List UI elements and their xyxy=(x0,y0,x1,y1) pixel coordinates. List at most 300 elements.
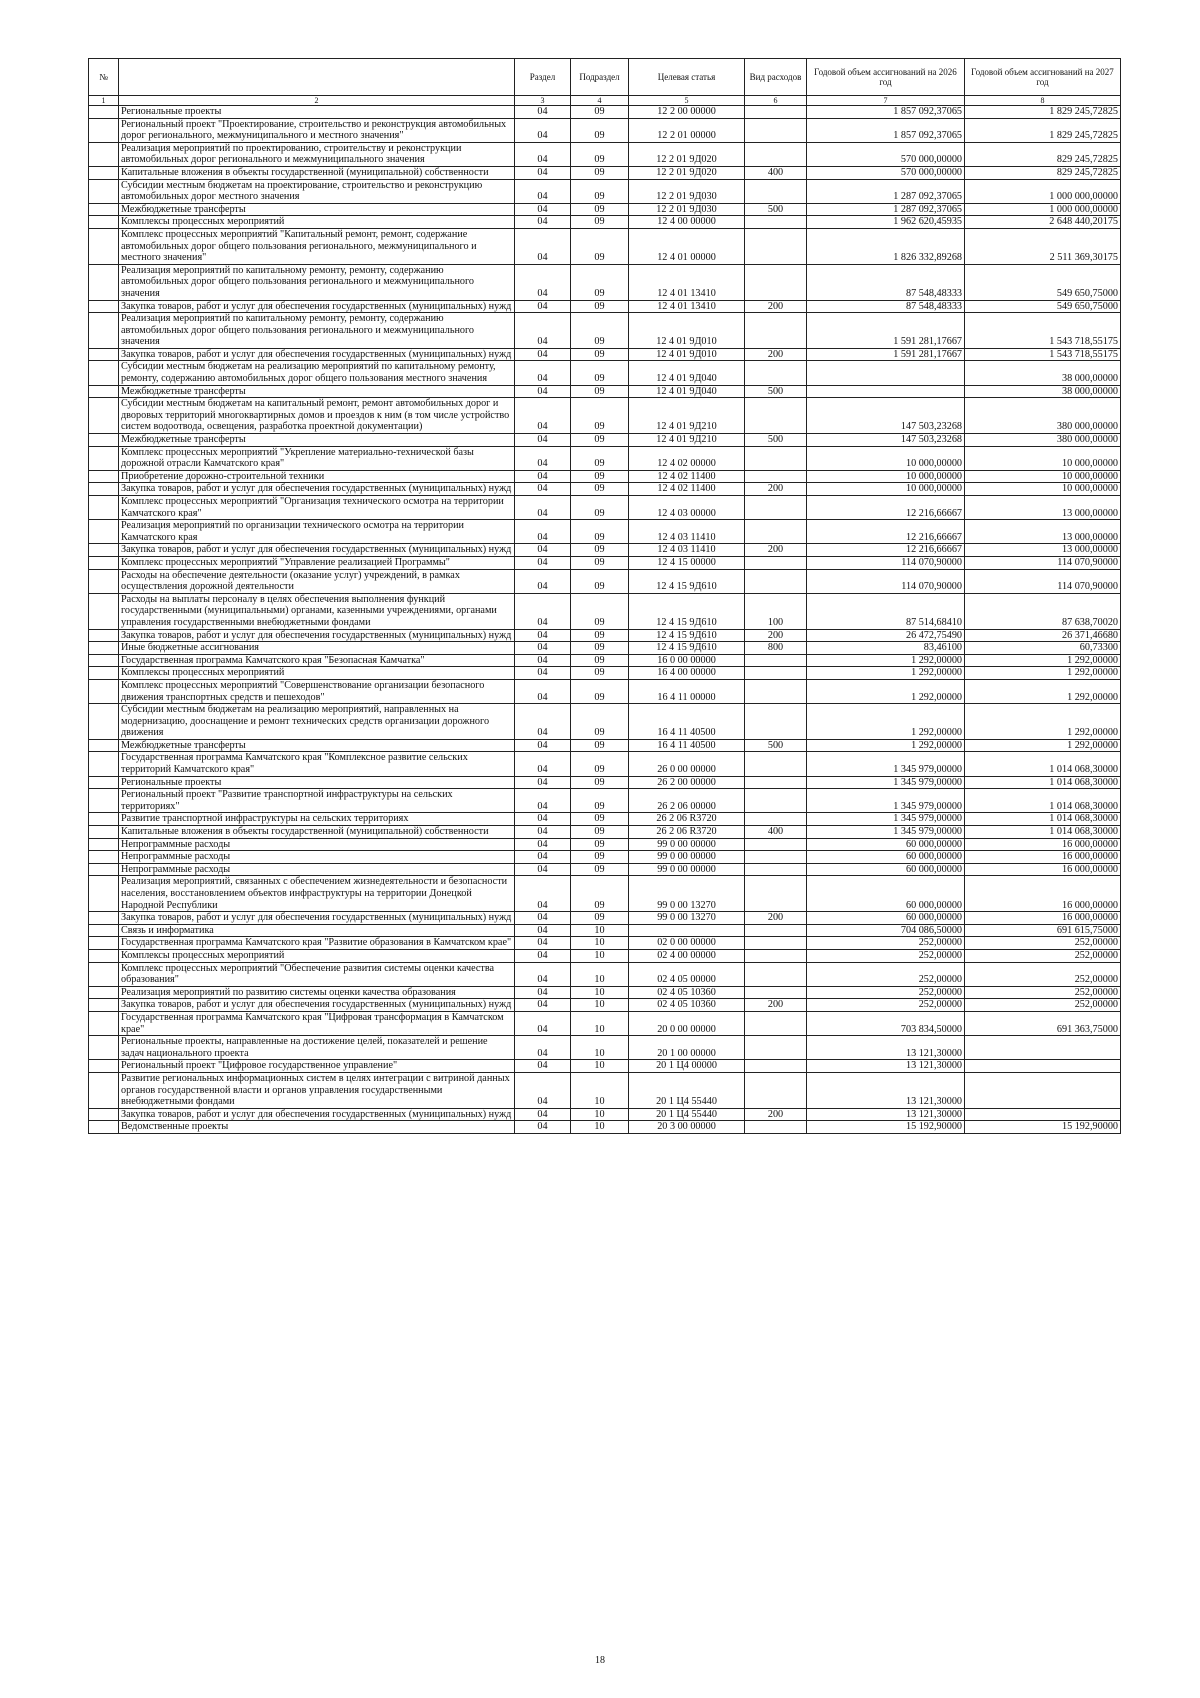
row-amount-2027-cell: 16 000,00000 xyxy=(965,876,1121,912)
row-expense-type-cell xyxy=(745,313,807,349)
row-expense-type-cell xyxy=(745,1036,807,1060)
row-name-cell: Развитие транспортной инфраструктуры на сельских территориях xyxy=(119,813,515,826)
row-target-article-cell: 99 0 00 00000 xyxy=(629,863,745,876)
row-amount-2027-cell: 16 000,00000 xyxy=(965,912,1121,925)
row-name-cell: Региональные проекты, направленные на достижение целей, показателей и решение задач национального проекта xyxy=(119,1036,515,1060)
column-number: 1 xyxy=(89,96,119,106)
row-amount-2027-cell: 1 014 068,30000 xyxy=(965,813,1121,826)
column-number: 5 xyxy=(629,96,745,106)
row-razdel-cell: 04 xyxy=(515,1036,571,1060)
row-number-cell xyxy=(89,544,119,557)
row-amount-2027-cell xyxy=(965,1072,1121,1108)
table-row xyxy=(89,999,1121,1012)
row-expense-type-cell xyxy=(745,398,807,434)
row-amount-2026-cell: 1 857 092,37065 xyxy=(807,118,965,142)
row-podrazdel-cell: 09 xyxy=(571,264,629,300)
row-target-article-cell: 12 4 00 00000 xyxy=(629,216,745,229)
row-podrazdel-cell: 09 xyxy=(571,166,629,179)
row-razdel-cell: 04 xyxy=(515,300,571,313)
row-name-cell: Межбюджетные трансферты xyxy=(119,739,515,752)
row-name-cell: Межбюджетные трансферты xyxy=(119,385,515,398)
row-name-cell: Закупка товаров, работ и услуг для обеспечения государственных (муниципальных) нужд xyxy=(119,544,515,557)
row-expense-type-cell xyxy=(745,752,807,776)
row-amount-2027-cell: 380 000,00000 xyxy=(965,434,1121,447)
row-amount-2026-cell: 252,00000 xyxy=(807,937,965,950)
row-amount-2027-cell: 26 371,46680 xyxy=(965,629,1121,642)
row-target-article-cell: 02 0 00 00000 xyxy=(629,937,745,950)
row-amount-2027-cell: 16 000,00000 xyxy=(965,851,1121,864)
row-amount-2026-cell: 60 000,00000 xyxy=(807,838,965,851)
table-row xyxy=(89,654,1121,667)
row-number-cell xyxy=(89,704,119,740)
row-podrazdel-cell: 09 xyxy=(571,704,629,740)
row-name-cell: Комплексы процессных мероприятий xyxy=(119,216,515,229)
row-podrazdel-cell: 10 xyxy=(571,962,629,986)
row-expense-type-cell xyxy=(745,851,807,864)
row-amount-2027-cell: 252,00000 xyxy=(965,962,1121,986)
row-number-cell xyxy=(89,1036,119,1060)
row-amount-2027-cell: 691 615,75000 xyxy=(965,924,1121,937)
row-podrazdel-cell: 09 xyxy=(571,313,629,349)
row-razdel-cell: 04 xyxy=(515,851,571,864)
row-number-cell xyxy=(89,679,119,703)
table-row xyxy=(89,776,1121,789)
row-name-cell: Реализация мероприятий по проектированию, строительству и реконструкции автомобильных дорог регионального и межмуниципального значения xyxy=(119,142,515,166)
row-target-article-cell: 20 1 00 00000 xyxy=(629,1036,745,1060)
row-expense-type-cell xyxy=(745,496,807,520)
row-number-cell xyxy=(89,300,119,313)
table-row xyxy=(89,434,1121,447)
row-amount-2026-cell: 252,00000 xyxy=(807,962,965,986)
row-target-article-cell: 20 0 00 00000 xyxy=(629,1011,745,1035)
row-expense-type-cell xyxy=(745,520,807,544)
row-name-cell: Реализация мероприятий, связанных с обеспечением жизнедеятельности и безопасности населения, восстановлением объектов инфраструктуры на территории Донецкой Народной Республики xyxy=(119,876,515,912)
row-amount-2026-cell: 1 345 979,00000 xyxy=(807,752,965,776)
header-target-article: Целевая статья xyxy=(629,59,745,96)
row-amount-2026-cell: 87 548,48333 xyxy=(807,300,965,313)
table-row xyxy=(89,106,1121,119)
row-number-cell xyxy=(89,851,119,864)
row-target-article-cell: 12 4 01 9Д010 xyxy=(629,348,745,361)
row-target-article-cell: 12 4 01 9Д040 xyxy=(629,361,745,385)
table-row xyxy=(89,826,1121,839)
row-expense-type-cell xyxy=(745,1072,807,1108)
table-row xyxy=(89,361,1121,385)
table-row xyxy=(89,142,1121,166)
row-name-cell: Закупка товаров, работ и услуг для обеспечения государственных (муниципальных) нужд xyxy=(119,629,515,642)
row-amount-2027-cell: 38 000,00000 xyxy=(965,385,1121,398)
row-number-cell xyxy=(89,593,119,629)
row-amount-2027-cell: 1 292,00000 xyxy=(965,667,1121,680)
row-target-article-cell: 12 4 01 00000 xyxy=(629,228,745,264)
row-number-cell xyxy=(89,496,119,520)
row-target-article-cell: 12 4 01 9Д210 xyxy=(629,398,745,434)
row-expense-type-cell xyxy=(745,106,807,119)
row-podrazdel-cell: 10 xyxy=(571,1036,629,1060)
row-amount-2027-cell: 549 650,75000 xyxy=(965,264,1121,300)
row-target-article-cell: 16 4 11 40500 xyxy=(629,739,745,752)
row-podrazdel-cell: 10 xyxy=(571,924,629,937)
table-body xyxy=(89,106,1121,1134)
row-amount-2027-cell: 13 000,00000 xyxy=(965,544,1121,557)
row-expense-type-cell xyxy=(745,813,807,826)
row-podrazdel-cell: 09 xyxy=(571,385,629,398)
row-target-article-cell: 02 4 00 00000 xyxy=(629,949,745,962)
row-expense-type-cell xyxy=(745,1011,807,1035)
header-number: № xyxy=(89,59,119,96)
row-expense-type-cell xyxy=(745,361,807,385)
row-razdel-cell: 04 xyxy=(515,483,571,496)
row-name-cell: Реализация мероприятий по капитальному ремонту, ремонту, содержанию автомобильных дорог общего пользования регионального и межмуниципального значения xyxy=(119,313,515,349)
row-razdel-cell: 04 xyxy=(515,739,571,752)
row-razdel-cell: 04 xyxy=(515,216,571,229)
row-amount-2027-cell: 1 292,00000 xyxy=(965,739,1121,752)
table-row xyxy=(89,556,1121,569)
row-expense-type-cell xyxy=(745,789,807,813)
row-podrazdel-cell: 09 xyxy=(571,876,629,912)
row-number-cell xyxy=(89,1108,119,1121)
table-row xyxy=(89,679,1121,703)
table-row xyxy=(89,470,1121,483)
row-razdel-cell: 04 xyxy=(515,544,571,557)
row-podrazdel-cell: 09 xyxy=(571,912,629,925)
row-name-cell: Региональный проект "Развитие транспортной инфраструктуры на сельских территориях" xyxy=(119,789,515,813)
row-amount-2026-cell: 12 216,66667 xyxy=(807,496,965,520)
row-amount-2026-cell: 60 000,00000 xyxy=(807,912,965,925)
table-row xyxy=(89,912,1121,925)
row-target-article-cell: 20 1 Ц4 55440 xyxy=(629,1108,745,1121)
row-amount-2026-cell: 60 000,00000 xyxy=(807,863,965,876)
row-podrazdel-cell: 09 xyxy=(571,203,629,216)
row-name-cell: Развитие региональных информационных систем в целях интеграции с витриной данных органов государственной власти и органов управления государственными внебюджетными фондами xyxy=(119,1072,515,1108)
row-amount-2026-cell: 10 000,00000 xyxy=(807,470,965,483)
row-podrazdel-cell: 09 xyxy=(571,679,629,703)
row-number-cell xyxy=(89,667,119,680)
table-row xyxy=(89,228,1121,264)
row-amount-2027-cell: 1 543 718,55175 xyxy=(965,348,1121,361)
row-amount-2026-cell: 1 345 979,00000 xyxy=(807,813,965,826)
row-expense-type-cell: 200 xyxy=(745,999,807,1012)
row-expense-type-cell: 500 xyxy=(745,385,807,398)
row-number-cell xyxy=(89,361,119,385)
row-expense-type-cell: 800 xyxy=(745,642,807,655)
row-podrazdel-cell: 10 xyxy=(571,986,629,999)
row-razdel-cell: 04 xyxy=(515,752,571,776)
row-razdel-cell: 04 xyxy=(515,1108,571,1121)
row-target-article-cell: 12 2 01 9Д020 xyxy=(629,166,745,179)
row-razdel-cell: 04 xyxy=(515,264,571,300)
column-number: 2 xyxy=(119,96,515,106)
table-row xyxy=(89,520,1121,544)
row-amount-2026-cell: 1 345 979,00000 xyxy=(807,789,965,813)
table-row xyxy=(89,1121,1121,1134)
row-name-cell: Межбюджетные трансферты xyxy=(119,203,515,216)
row-razdel-cell: 04 xyxy=(515,704,571,740)
row-number-cell xyxy=(89,949,119,962)
row-amount-2026-cell: 1 287 092,37065 xyxy=(807,203,965,216)
row-expense-type-cell xyxy=(745,216,807,229)
row-amount-2026-cell: 570 000,00000 xyxy=(807,166,965,179)
column-number: 8 xyxy=(965,96,1121,106)
row-amount-2027-cell: 16 000,00000 xyxy=(965,838,1121,851)
row-podrazdel-cell: 10 xyxy=(571,949,629,962)
table-row xyxy=(89,446,1121,470)
row-number-cell xyxy=(89,739,119,752)
row-amount-2026-cell: 570 000,00000 xyxy=(807,142,965,166)
row-razdel-cell: 04 xyxy=(515,924,571,937)
row-amount-2026-cell: 1 292,00000 xyxy=(807,679,965,703)
table-row xyxy=(89,937,1121,950)
row-razdel-cell: 04 xyxy=(515,654,571,667)
row-name-cell: Реализация мероприятий по развитию системы оценки качества образования xyxy=(119,986,515,999)
row-target-article-cell: 12 2 00 00000 xyxy=(629,106,745,119)
row-name-cell: Комплекс процессных мероприятий "Организация технического осмотра на территории Камчатского края" xyxy=(119,496,515,520)
row-razdel-cell: 04 xyxy=(515,986,571,999)
row-expense-type-cell xyxy=(745,264,807,300)
row-name-cell: Региональный проект "Цифровое государственное управление" xyxy=(119,1060,515,1073)
row-number-cell xyxy=(89,385,119,398)
column-number: 3 xyxy=(515,96,571,106)
row-razdel-cell: 04 xyxy=(515,593,571,629)
row-razdel-cell: 04 xyxy=(515,838,571,851)
row-number-cell xyxy=(89,398,119,434)
row-amount-2026-cell: 10 000,00000 xyxy=(807,483,965,496)
row-number-cell xyxy=(89,924,119,937)
row-name-cell: Реализация мероприятий по капитальному ремонту, ремонту, содержанию автомобильных дорог общего пользования регионального и межмуниципального значения xyxy=(119,264,515,300)
row-podrazdel-cell: 09 xyxy=(571,496,629,520)
row-number-cell xyxy=(89,838,119,851)
row-expense-type-cell xyxy=(745,876,807,912)
row-name-cell: Комплекс процессных мероприятий "Укрепление материально-технической базы дорожной отрасли Камчатского края" xyxy=(119,446,515,470)
row-number-cell xyxy=(89,789,119,813)
row-amount-2027-cell: 1 829 245,72825 xyxy=(965,106,1121,119)
row-razdel-cell: 04 xyxy=(515,667,571,680)
row-amount-2026-cell: 60 000,00000 xyxy=(807,851,965,864)
row-target-article-cell: 26 2 06 R3720 xyxy=(629,813,745,826)
row-podrazdel-cell: 09 xyxy=(571,752,629,776)
row-amount-2026-cell: 60 000,00000 xyxy=(807,876,965,912)
row-razdel-cell: 04 xyxy=(515,166,571,179)
row-number-cell xyxy=(89,179,119,203)
row-amount-2027-cell: 829 245,72825 xyxy=(965,166,1121,179)
table-row xyxy=(89,483,1121,496)
row-razdel-cell: 04 xyxy=(515,203,571,216)
row-name-cell: Комплекс процессных мероприятий "Управление реализацией Программы" xyxy=(119,556,515,569)
row-amount-2027-cell: 38 000,00000 xyxy=(965,361,1121,385)
row-amount-2026-cell: 1 962 620,45935 xyxy=(807,216,965,229)
row-target-article-cell: 12 4 03 00000 xyxy=(629,496,745,520)
row-number-cell xyxy=(89,876,119,912)
row-amount-2026-cell: 1 591 281,17667 xyxy=(807,348,965,361)
table-row xyxy=(89,851,1121,864)
row-target-article-cell: 02 4 05 10360 xyxy=(629,986,745,999)
row-expense-type-cell xyxy=(745,118,807,142)
row-amount-2026-cell: 704 086,50000 xyxy=(807,924,965,937)
row-name-cell: Государственная программа Камчатского края "Безопасная Камчатка" xyxy=(119,654,515,667)
table-row xyxy=(89,385,1121,398)
row-amount-2026-cell: 703 834,50000 xyxy=(807,1011,965,1035)
row-name-cell: Закупка товаров, работ и услуг для обеспечения государственных (муниципальных) нужд xyxy=(119,912,515,925)
row-podrazdel-cell: 10 xyxy=(571,1060,629,1073)
row-podrazdel-cell: 09 xyxy=(571,838,629,851)
row-podrazdel-cell: 09 xyxy=(571,434,629,447)
row-razdel-cell: 04 xyxy=(515,629,571,642)
row-expense-type-cell xyxy=(745,704,807,740)
row-target-article-cell: 12 4 01 13410 xyxy=(629,300,745,313)
row-name-cell: Непрограммные расходы xyxy=(119,838,515,851)
row-amount-2027-cell: 10 000,00000 xyxy=(965,446,1121,470)
row-name-cell: Межбюджетные трансферты xyxy=(119,434,515,447)
row-podrazdel-cell: 10 xyxy=(571,937,629,950)
row-amount-2027-cell: 1 014 068,30000 xyxy=(965,776,1121,789)
row-number-cell xyxy=(89,1072,119,1108)
row-razdel-cell: 04 xyxy=(515,228,571,264)
table-row xyxy=(89,1011,1121,1035)
row-name-cell: Закупка товаров, работ и услуг для обеспечения государственных (муниципальных) нужд xyxy=(119,1108,515,1121)
row-target-article-cell: 26 2 06 00000 xyxy=(629,789,745,813)
row-amount-2027-cell: 1 292,00000 xyxy=(965,654,1121,667)
row-number-cell xyxy=(89,826,119,839)
table-row xyxy=(89,924,1121,937)
row-razdel-cell: 04 xyxy=(515,569,571,593)
row-razdel-cell: 04 xyxy=(515,912,571,925)
row-number-cell xyxy=(89,106,119,119)
table-row xyxy=(89,593,1121,629)
table-row xyxy=(89,544,1121,557)
row-name-cell: Приобретение дорожно-строительной техники xyxy=(119,470,515,483)
row-razdel-cell: 04 xyxy=(515,876,571,912)
row-amount-2026-cell: 114 070,90000 xyxy=(807,569,965,593)
row-amount-2026-cell: 10 000,00000 xyxy=(807,446,965,470)
row-razdel-cell: 04 xyxy=(515,776,571,789)
row-name-cell: Комплекс процессных мероприятий "Совершенствование организации безопасного движения транспортных средств и пешеходов" xyxy=(119,679,515,703)
row-target-article-cell: 20 1 Ц4 00000 xyxy=(629,1060,745,1073)
row-amount-2026-cell: 1 292,00000 xyxy=(807,667,965,680)
table-row xyxy=(89,739,1121,752)
row-podrazdel-cell: 09 xyxy=(571,789,629,813)
row-amount-2027-cell: 16 000,00000 xyxy=(965,863,1121,876)
row-target-article-cell: 12 4 01 13410 xyxy=(629,264,745,300)
row-expense-type-cell xyxy=(745,142,807,166)
row-amount-2027-cell: 1 014 068,30000 xyxy=(965,752,1121,776)
header-razdel: Раздел xyxy=(515,59,571,96)
row-amount-2027-cell: 15 192,90000 xyxy=(965,1121,1121,1134)
row-podrazdel-cell: 09 xyxy=(571,556,629,569)
row-podrazdel-cell: 09 xyxy=(571,569,629,593)
row-number-cell xyxy=(89,556,119,569)
row-name-cell: Субсидии местным бюджетам на проектирование, строительство и реконструкцию автомобильных дорог местного значения xyxy=(119,179,515,203)
row-amount-2026-cell: 1 292,00000 xyxy=(807,739,965,752)
table-row xyxy=(89,667,1121,680)
row-amount-2027-cell: 252,00000 xyxy=(965,986,1121,999)
row-razdel-cell: 04 xyxy=(515,179,571,203)
row-name-cell: Капитальные вложения в объекты государственной (муниципальной) собственности xyxy=(119,826,515,839)
table-row xyxy=(89,629,1121,642)
row-name-cell: Непрограммные расходы xyxy=(119,863,515,876)
row-number-cell xyxy=(89,629,119,642)
table-row xyxy=(89,789,1121,813)
row-razdel-cell: 04 xyxy=(515,385,571,398)
row-expense-type-cell xyxy=(745,654,807,667)
table-row xyxy=(89,838,1121,851)
row-podrazdel-cell: 09 xyxy=(571,228,629,264)
row-amount-2027-cell: 829 245,72825 xyxy=(965,142,1121,166)
row-target-article-cell: 12 4 01 9Д010 xyxy=(629,313,745,349)
row-target-article-cell: 12 4 15 9Д610 xyxy=(629,593,745,629)
row-number-cell xyxy=(89,520,119,544)
row-number-cell xyxy=(89,434,119,447)
row-razdel-cell: 04 xyxy=(515,1060,571,1073)
row-razdel-cell: 04 xyxy=(515,1072,571,1108)
row-amount-2026-cell: 83,46100 xyxy=(807,642,965,655)
row-target-article-cell: 12 4 01 9Д210 xyxy=(629,434,745,447)
row-podrazdel-cell: 09 xyxy=(571,544,629,557)
row-razdel-cell: 04 xyxy=(515,313,571,349)
row-expense-type-cell: 200 xyxy=(745,544,807,557)
row-amount-2026-cell: 26 472,75490 xyxy=(807,629,965,642)
row-podrazdel-cell: 09 xyxy=(571,106,629,119)
row-amount-2027-cell: 691 363,75000 xyxy=(965,1011,1121,1035)
row-amount-2027-cell: 2 511 369,30175 xyxy=(965,228,1121,264)
row-expense-type-cell: 400 xyxy=(745,826,807,839)
row-razdel-cell: 04 xyxy=(515,1011,571,1035)
row-number-cell xyxy=(89,986,119,999)
table-row xyxy=(89,863,1121,876)
row-razdel-cell: 04 xyxy=(515,348,571,361)
row-expense-type-cell: 200 xyxy=(745,1108,807,1121)
row-podrazdel-cell: 10 xyxy=(571,1108,629,1121)
row-number-cell xyxy=(89,446,119,470)
budget-document xyxy=(88,58,1120,1134)
row-expense-type-cell xyxy=(745,446,807,470)
row-target-article-cell: 12 4 15 9Д610 xyxy=(629,569,745,593)
row-razdel-cell: 04 xyxy=(515,789,571,813)
row-podrazdel-cell: 09 xyxy=(571,593,629,629)
row-amount-2027-cell xyxy=(965,1108,1121,1121)
table-row xyxy=(89,179,1121,203)
row-name-cell: Капитальные вложения в объекты государственной (муниципальной) собственности xyxy=(119,166,515,179)
row-podrazdel-cell: 09 xyxy=(571,348,629,361)
table-row xyxy=(89,348,1121,361)
row-razdel-cell: 04 xyxy=(515,813,571,826)
header-amount-2027: Годовой объем ассигнований на 2027 год xyxy=(965,59,1121,96)
row-amount-2026-cell: 147 503,23268 xyxy=(807,434,965,447)
row-name-cell: Ведомственные проекты xyxy=(119,1121,515,1134)
row-target-article-cell: 02 4 05 00000 xyxy=(629,962,745,986)
row-amount-2027-cell: 1 292,00000 xyxy=(965,679,1121,703)
table-row xyxy=(89,1108,1121,1121)
row-amount-2027-cell xyxy=(965,1036,1121,1060)
table-row xyxy=(89,986,1121,999)
row-podrazdel-cell: 09 xyxy=(571,654,629,667)
row-name-cell: Региональный проект "Проектирование, строительство и реконструкция автомобильных дорог регионального, межмуниципального и местного значения" xyxy=(119,118,515,142)
row-amount-2027-cell xyxy=(965,1060,1121,1073)
row-expense-type-cell: 200 xyxy=(745,629,807,642)
row-amount-2027-cell: 87 638,70020 xyxy=(965,593,1121,629)
row-expense-type-cell: 200 xyxy=(745,300,807,313)
row-podrazdel-cell: 10 xyxy=(571,999,629,1012)
row-target-article-cell: 12 2 01 00000 xyxy=(629,118,745,142)
row-razdel-cell: 04 xyxy=(515,118,571,142)
row-name-cell: Комплексы процессных мероприятий xyxy=(119,949,515,962)
table-row xyxy=(89,642,1121,655)
row-number-cell xyxy=(89,470,119,483)
row-razdel-cell: 04 xyxy=(515,937,571,950)
row-razdel-cell: 04 xyxy=(515,434,571,447)
row-amount-2026-cell: 252,00000 xyxy=(807,986,965,999)
row-amount-2027-cell: 10 000,00000 xyxy=(965,470,1121,483)
row-amount-2026-cell: 1 345 979,00000 xyxy=(807,776,965,789)
